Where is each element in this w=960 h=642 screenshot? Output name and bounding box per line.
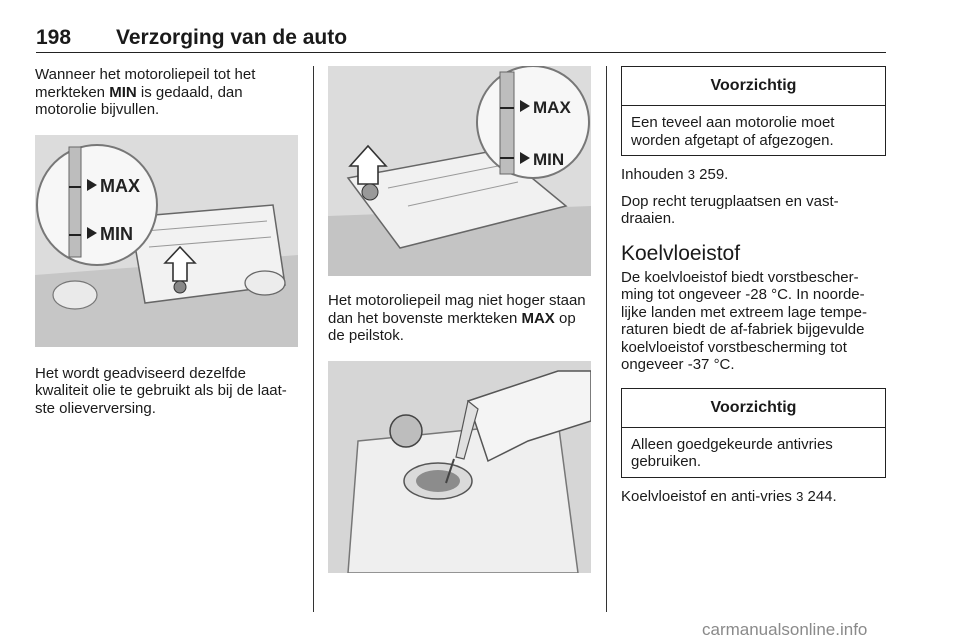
- caution-body: Een teveel aan motorolie moet worden afgetapt of afgezogen.: [631, 114, 835, 149]
- caution-body: Alleen goedgekeurde antivries gebruiken.: [631, 435, 833, 470]
- cap-instruction: Dop recht terugplaatsen en vast-draaien.: [621, 192, 839, 227]
- engine-cover-dipstick-illustration: [328, 66, 591, 276]
- min-mark-label: MIN: [100, 223, 133, 244]
- page-number: 198: [36, 26, 72, 49]
- contents-reference[interactable]: Inhouden 3 259.: [621, 166, 729, 183]
- page-reference-arrow-icon: 3: [687, 167, 695, 182]
- max-level-paragraph: Het motoroliepeil mag niet hoger staan dan het bovenste merkteken MAX op de peilstok.: [328, 292, 586, 344]
- page-reference-arrow-icon: 3: [796, 488, 804, 504]
- coolant-heading: Koelvloeistof: [621, 241, 741, 265]
- watermark: carmanualsonline.info: [702, 620, 868, 639]
- caution-box: [621, 66, 886, 156]
- caution-title: Voorzichtig: [622, 67, 885, 106]
- column-3: [621, 66, 887, 505]
- oil-quality-advice: Het wordt geadviseerd dezelfde kwaliteit olie te gebruikt als bij de laat-ste olieverversing.: [35, 364, 287, 417]
- oil-refill-illustration: [328, 361, 591, 573]
- column-divider: [606, 66, 607, 612]
- page-header: [36, 26, 886, 53]
- column-1: [35, 66, 301, 417]
- max-mark-label: MAX: [533, 98, 571, 117]
- caution-title: Voorzichtig: [622, 389, 885, 428]
- intro-paragraph: Wanneer het motoroliepeil tot het merkteken MIN is gedaald, dan motorolie bijvullen.: [35, 66, 256, 118]
- max-mark-label: MAX: [100, 175, 140, 196]
- column-divider: [313, 66, 314, 612]
- min-mark-label: MIN: [533, 150, 565, 169]
- caution-box: [621, 388, 886, 478]
- column-2: [328, 66, 594, 573]
- section-title: Verzorging van de auto: [116, 26, 348, 49]
- coolant-paragraph: De koelvloeistof biedt vorstbescher-ming tot ongeveer -28 °C. In noorde-lijke landen met extreem lage tempe-raturen biedt de af-fabriek bijgevulde koelvloeistof vorstbescherming tot ongeveer -37 °C.: [621, 268, 867, 373]
- antifreeze-reference[interactable]: Koelvloeistof en anti-vries 3 244.: [621, 487, 837, 505]
- dipstick-engine-illustration: [35, 135, 298, 347]
